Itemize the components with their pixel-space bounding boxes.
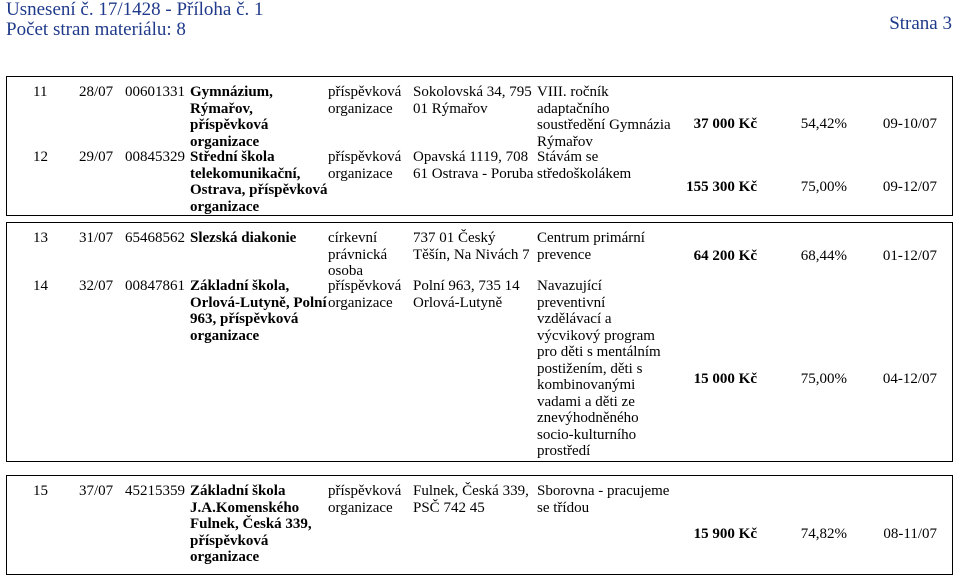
- row-amount: 155 300 Kč: [686, 179, 757, 195]
- row-legal-form: církevní právnická osoba: [328, 230, 388, 279]
- row-ico: 00847861: [125, 278, 185, 294]
- row-legal-form: příspěvková organizace: [328, 278, 402, 311]
- row-date: 28/07: [79, 84, 114, 100]
- row-number: 14: [33, 278, 48, 294]
- row-number: 11: [33, 84, 48, 100]
- row-date: 37/07: [79, 483, 114, 499]
- row-period: 01-12/07: [882, 248, 937, 264]
- row-percent: 75,00%: [800, 371, 847, 387]
- row-ico: 00845329: [125, 149, 185, 165]
- row-address: Polní 963, 735 14 Orlová-Lutyně: [413, 278, 520, 311]
- row-address: Opavská 1119, 708 61 Ostrava - Poruba: [413, 149, 534, 182]
- row-date: 32/07: [79, 278, 114, 294]
- row-period: 08-11/07: [883, 526, 937, 542]
- row-project: Navazující preventivní vzdělávací a výcvikový program pro děti s mentálním postižením, děti s kombinovanými vadami a děti ze znevýhodněného socio-kulturního prostředí: [537, 278, 661, 459]
- row-name: Základní škola J.A.Komenského Fulnek, Česká 339, příspěvková organizace: [190, 483, 312, 565]
- row-project: Sborovna - pracujeme se třídou: [537, 483, 670, 516]
- row-legal-form: příspěvková organizace: [328, 84, 402, 117]
- row-legal-form: příspěvková organizace: [328, 149, 402, 182]
- row-amount: 64 200 Kč: [693, 248, 757, 264]
- row-period: 04-12/07: [882, 371, 937, 387]
- row-address: Fulnek, Česká 339, PSČ 742 45: [413, 483, 529, 516]
- row-name: Gymnázium, Rýmařov, příspěvková organizace: [190, 84, 273, 150]
- row-number: 15: [33, 483, 48, 499]
- row-legal-form: příspěvková organizace: [328, 483, 402, 516]
- row-project: Centrum primární prevence: [537, 230, 645, 263]
- table-block-1: [6, 76, 953, 216]
- resolution-title: Usnesení č. 17/1428 - Příloha č. 1: [6, 0, 264, 20]
- table-block-3: [6, 475, 953, 575]
- row-ico: 65468562: [125, 230, 185, 246]
- row-date: 29/07: [79, 149, 114, 165]
- row-percent: 75,00%: [800, 179, 847, 195]
- row-date: 31/07: [79, 230, 114, 246]
- row-address: Sokolovská 34, 795 01 Rýmařov: [413, 84, 532, 117]
- row-name: Střední škola telekomunikační, Ostrava, příspěvková organizace: [190, 149, 328, 215]
- table-block-2: [6, 222, 953, 462]
- row-percent: 68,44%: [800, 248, 847, 264]
- row-address: 737 01 Český Těšín, Na Nivách 7: [413, 230, 530, 263]
- row-period: 09-10/07: [882, 116, 937, 132]
- row-period: 09-12/07: [882, 179, 937, 195]
- row-percent: 74,82%: [800, 526, 847, 542]
- row-amount: 15 000 Kč: [693, 371, 757, 387]
- row-name: Slezská diakonie: [190, 230, 297, 246]
- row-number: 13: [33, 230, 48, 246]
- row-project: Stávám se středoškolákem: [537, 149, 632, 182]
- row-ico: 00601331: [125, 84, 185, 100]
- page-count: Počet stran materiálu: 8: [6, 19, 186, 40]
- row-name: Základní škola, Orlová-Lutyně, Polní 963, příspěvková organizace: [190, 278, 327, 344]
- row-ico: 45215359: [125, 483, 185, 499]
- row-amount: 15 900 Kč: [693, 526, 757, 542]
- row-amount: 37 000 Kč: [693, 116, 757, 132]
- row-percent: 54,42%: [800, 116, 847, 132]
- row-number: 12: [33, 149, 48, 165]
- page-number: Strana 3: [889, 13, 952, 34]
- row-project: VIII. ročník adaptačního soustředění Gymnázia Rýmařov: [537, 84, 671, 150]
